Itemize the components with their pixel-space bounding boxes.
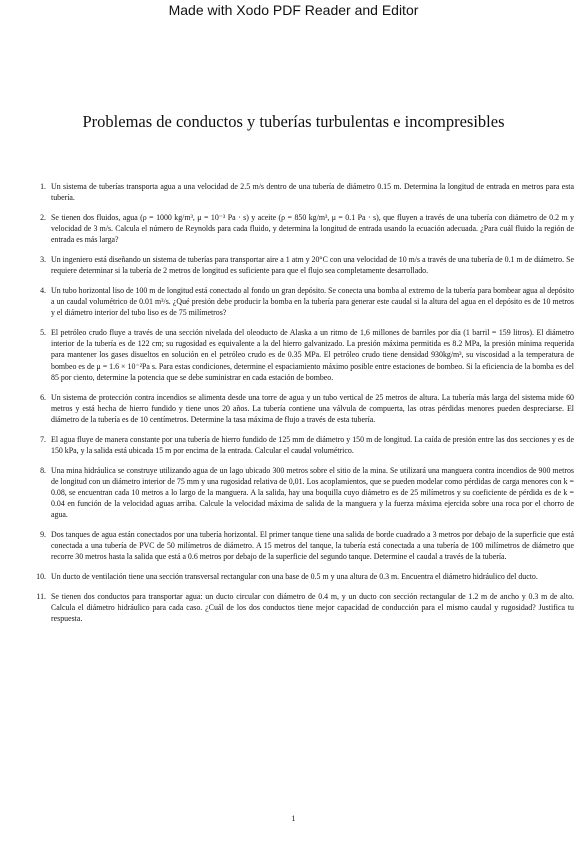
problem-item (27, 212, 574, 246)
problem-list (27, 181, 574, 633)
problem-text: Dos tanques de agua están conectados por una tubería horizontal. El primer tanque tiene una salida de borde cuadrado a 3 metros por debajo de la superficie que está conectada a una tubería de PVC de 50 milímetros de diámetro. A 15 metros del tanque, la tubería está conectada a una tubería de 100 milímetros de diámetro que recorre 30 metros hasta la salida que está a 0.6 metros por debajo de la superficie del segundo tanque. Determine el caudal a través de la tubería. (51, 530, 574, 562)
problem-text: El agua fluye de manera constante por una tubería de hierro fundido de 125 mm de diámetro y 150 m de longitud. La caída de presión entre las dos secciones y es de 150 kPa, y la salida está ubicada 15 m por encima de la entrada. Calcular el caudal volumétrico. (51, 434, 574, 455)
problem-number: 2. (40, 212, 46, 222)
problem-item (27, 327, 574, 383)
page-number: 1 (291, 814, 296, 823)
problem-text: Se tienen dos fluidos, agua (ρ = 1000 kg/m³, μ = 10⁻³ Pa · s) y aceite (ρ = 850 kg/m³, μ = 0.1 Pa · s), que fluyen a través de una tubería con diámetro de 0.2 m y velocidad de 3 m/s. Calcula el número de Reynolds para cada fluido, y determina la longitud de entrada usando la ecuación adecuada. ¿Para cuál fluido la región de entrada es más larga? (51, 212, 574, 245)
problem-item (27, 285, 574, 319)
problem-item (27, 434, 574, 456)
problem-text: Un sistema de protección contra incendios se alimenta desde una torre de agua y un tubo vertical de 25 metros de altura. La tubería más larga del sistema mide 60 metros y está hecha de hierro fundido y tiene unos 20 años. La tubería contiene una válvula de compuerta, las otras pérdidas menores pueden despreciarse. El diámetro de la tubería es de 10 centímetros. Determine la tasa máxima de flujo a través de esta tubería. (51, 392, 574, 424)
problem-item (27, 571, 574, 582)
problem-text: Un tubo horizontal liso de 100 m de longitud está conectado al fondo un gran depósito. Se conecta una bomba al extremo de la tubería para bombear agua al depósito a un caudal volumétrico de 0.01 m³/s. ¿Qué presión debe producir la bomba en la tubería para generar este caudal si la altura del agua en el depósito es de 10 metros y el diámetro interior del tubo liso es de 75 milímetros? (51, 285, 574, 318)
problem-text: Un ducto de ventilación tiene una sección transversal rectangular con una base de 0.5 m y una altura de 0.3 m. Encuentra el diámetro hidráulico del ducto. (51, 572, 538, 582)
problem-item (27, 465, 574, 521)
watermark-banner: Made with Xodo PDF Reader and Editor (168, 2, 419, 18)
problem-item (27, 254, 574, 276)
problem-number: 8. (40, 465, 46, 475)
problem-text: El petróleo crudo fluye a través de una sección nivelada del oleoducto de Alaska a un ritmo de 1,6 millones de barriles por día (1 barril = 159 litros). El diámetro interior de la tubería es de 122 cm; su rugosidad es equivalente a la del hierro galvanizado. La presión máxima permitida es 8.2 MPa, la presión mínima requerida para mantener los gases disueltos en solución en el petróleo crudo es de 0.35 MPa. El petróleo crudo tiene densidad 930kg/m³, su viscosidad a la temperatura de bombeo es de μ = 1.6 × 10⁻²Pa s. Para estas condiciones, determine el espaciamiento máximo posible entre estaciones de bombeo. Si la eficiencia de la bomba es del 85 por ciento, determine la potencia que se debe suministrar en cada estación de bombeo. (51, 328, 574, 382)
problem-number: 5. (40, 328, 46, 338)
problem-text: Se tienen dos conductos para transportar agua: un ducto circular con diámetro de 0.4 m, y un ducto con sección rectangular de 1.2 m de ancho y 0.3 m de alto. Calcula el diámetro hidráulico para cada caso. ¿Cuál de los dos conductos tiene mejor capacidad de conducción para el mismo caudal y rugosidad? Justifica tu respuesta. (51, 591, 574, 624)
page-title: Problemas de conductos y tuberías turbulentas e incompresibles (82, 112, 505, 131)
problem-item (27, 529, 574, 563)
problem-number: 3. (40, 255, 46, 265)
problem-number: 11. (36, 591, 46, 601)
problem-item (27, 181, 574, 203)
problem-item (27, 392, 574, 426)
problem-number: 1. (40, 182, 46, 191)
problem-number: 10. (36, 572, 46, 582)
problem-number: 4. (40, 285, 46, 295)
problem-number: 9. (40, 530, 46, 540)
problem-text: Un sistema de tuberías transporta agua a una velocidad de 2.5 m/s dentro de una tubería de diámetro 0.15 m. Determina la longitud de entrada en metros para esta tubería. (51, 182, 574, 203)
problem-number: 6. (40, 392, 46, 402)
problem-text: Un ingeniero está diseñando un sistema de tuberías para transportar aire a 1 atm y 20°C con una velocidad de 10 m/s a través de una tubería de 0.1 m de diámetro. Se requiere determinar si la tubería de 2 metros de longitud es suficiente para que el flujo sea completamente desarrollado. (51, 255, 574, 276)
problem-item (27, 591, 574, 625)
problem-text: Una mina hidráulica se construye utilizando agua de un lago ubicado 300 metros sobre el sitio de la mina. Se utilizará una manguera contra incendios de 900 metros de longitud con un diámetro interior de 75 mm y una rugosidad relativa de 0,01. Los acoplamientos, que se pueden modelar como pérdidas de carga menores con k = 0.08, se encuentran cada 10 metros a lo largo de la manguera. A la salida, hay una boquilla cuyo diámetro es de 25 milímetros y su coeficiente de pérdida es de k = 0.04 en función de la velocidad aguas arriba. Calcule la velocidad máxima de salida de la manguera y la fuerza máxima ejercida sobre una roca por el chorro de agua. (51, 465, 574, 520)
problem-number: 7. (40, 434, 46, 444)
